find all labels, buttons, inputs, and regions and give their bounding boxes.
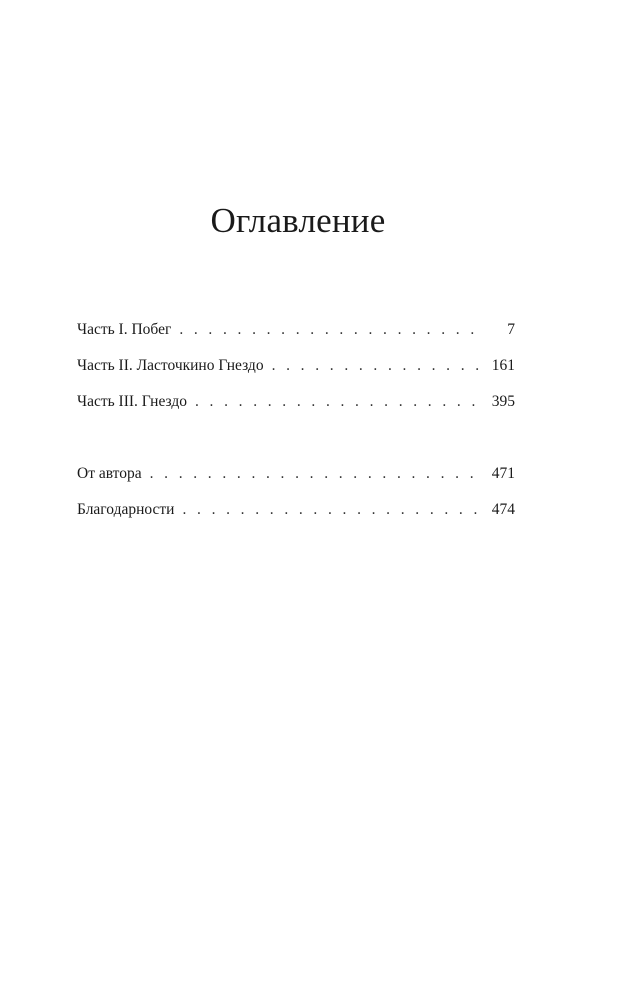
toc-entry-part-1: [77, 312, 515, 348]
page-title: Оглавление: [210, 201, 386, 240]
toc-entry-page: 161: [491, 357, 515, 374]
toc-back-matter-list: [77, 456, 515, 528]
toc-entry-label: Благодарности: [77, 501, 175, 518]
toc-entry-from-author: [77, 456, 515, 492]
toc-entry-label: Часть III. Гнездо: [77, 393, 187, 410]
toc-entry-page: 471: [491, 465, 515, 482]
dot-leader: [182, 492, 479, 528]
toc-entry-part-2: [77, 348, 515, 384]
dot-leader: [272, 348, 479, 384]
toc-entry-acknowledgements: [77, 492, 515, 528]
toc-entry-page: 7: [507, 321, 515, 338]
toc-entry-label: Часть II. Ласточкино Гнездо: [77, 357, 264, 374]
toc-entry-label: От автора: [77, 465, 142, 482]
toc-entry-page: 474: [491, 501, 515, 518]
dot-leader: [179, 312, 479, 348]
toc-entry-part-3: [77, 384, 515, 420]
toc-main-list: [77, 312, 515, 420]
dot-leader: [195, 384, 479, 420]
toc-entry-label: Часть I. Побег: [77, 321, 172, 338]
toc-entry-page: 395: [491, 393, 515, 410]
dot-leader: [150, 456, 479, 492]
